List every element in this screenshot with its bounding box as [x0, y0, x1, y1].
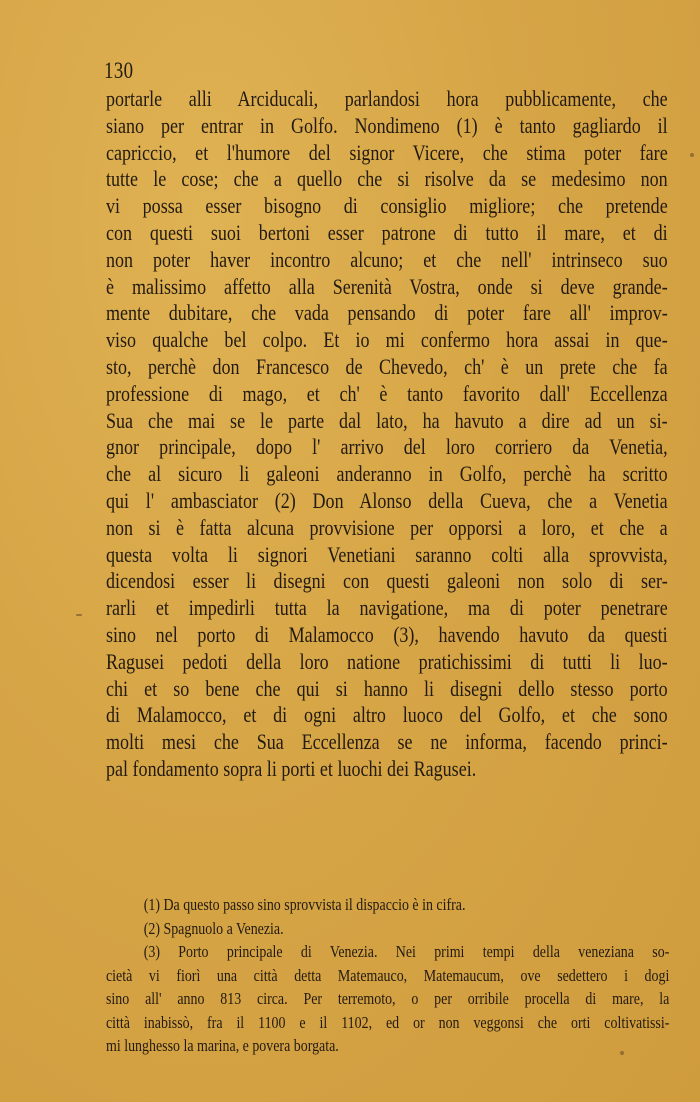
body-line: Sua che mai se le parte dal lato, ha havuto a dire ad un si-	[106, 407, 668, 433]
footnote-line: città inabissò, fra il 1100 e il 1102, ed or non veggonsi che orti coltivatissi-	[106, 1012, 670, 1032]
body-line: tutte le cose; che a quello che si risolve da se medesimo non	[106, 166, 668, 192]
page-number: 130	[104, 58, 134, 83]
body-line: non si è fatta alcuna provvisione per opporsi a loro, et che a	[106, 514, 668, 540]
body-line: sino nel porto di Malamocco (3), havendo havuto da questi	[106, 621, 668, 647]
body-line: vi possa esser bisogno di consiglio migliore; che pretende	[106, 193, 668, 219]
body-line: Ragusei pedoti della loro natione pratichissimi di tutti li luo-	[106, 648, 668, 674]
body-line: viso qualche bel colpo. Et io mi confermo hora assai in que-	[106, 327, 668, 353]
footnotes	[106, 893, 669, 1058]
body-line: mente dubitare, che vada pensando di poter fare all' improv-	[106, 300, 668, 326]
body-line: con questi suoi bertoni esser patrone di tutto il mare, et di	[106, 219, 668, 245]
footnote-line: mi lunghesso la marina, e povera borgata.	[106, 1036, 339, 1055]
body-line: gnor principale, dopo l' arrivo del loro corriero da Venetia,	[106, 434, 668, 460]
body-line: che al sicuro li galeoni anderanno in Golfo, perchè ha scritto	[106, 461, 668, 487]
footnote-1: (1) Da questo passo sino sprovvista il dispaccio è in cifra.	[143, 895, 466, 914]
body-line: capriccio, et l'humore del signor Vicere, che stima poter fare	[106, 139, 668, 165]
paper-speck	[620, 1051, 624, 1055]
body-line: siano per entrar in Golfo. Nondimeno (1) è tanto gagliardo il	[106, 112, 668, 138]
body-line: questa volta li signori Venetiani saranno colti alla sprovvista,	[106, 541, 668, 567]
body-line: dicendosi esser li disegni con questi galeoni non solo di ser-	[106, 568, 668, 594]
footnote-line: cietà vi fiorì una città detta Matemauco, Matemaucum, ove sedettero i dogi	[106, 965, 670, 985]
footnote-2: (2) Spagnuolo a Venezia.	[143, 918, 284, 938]
body-line: non poter haver incontro alcuno; et che nell' intrinseco suo	[106, 246, 668, 272]
body-line: molti mesi che Sua Eccellenza se ne informa, facendo princi-	[106, 729, 668, 755]
body-line: rarli et impedirli tutta la navigatione, ma di poter penetrare	[106, 595, 668, 621]
paper-speck	[690, 153, 694, 157]
paper-speck	[76, 614, 82, 616]
body-line: è malissimo affetto alla Serenità Vostra, onde si deve grande-	[106, 273, 668, 299]
body-line: di Malamocco, et di ogni altro luoco del Golfo, et che sono	[106, 702, 668, 728]
body-line: chi et so bene che qui si hanno li disegni dello stesso porto	[106, 675, 668, 701]
body-line: qui l' ambasciator (2) Don Alonso della Cueva, che a Venetia	[106, 487, 668, 513]
body-line: portarle alli Arciducali, parlandosi hora pubblicamente, che	[106, 86, 668, 111]
footnote-line: sino all' anno 813 circa. Per terremoto, o per orribile procella di mare, la	[106, 989, 670, 1008]
body-line: professione di mago, et ch' è tanto favorito dall' Eccellenza	[106, 380, 668, 406]
body-line: sto, perchè don Francesco de Chevedo, ch' è un prete che fa	[106, 353, 668, 379]
body-text	[106, 86, 668, 783]
footnote-3: (3) Porto principale di Venezia. Nei primi tempi della veneziana so-	[143, 942, 670, 961]
body-line: pal fondamento sopra li porti et luochi dei Ragusei.	[106, 755, 477, 781]
